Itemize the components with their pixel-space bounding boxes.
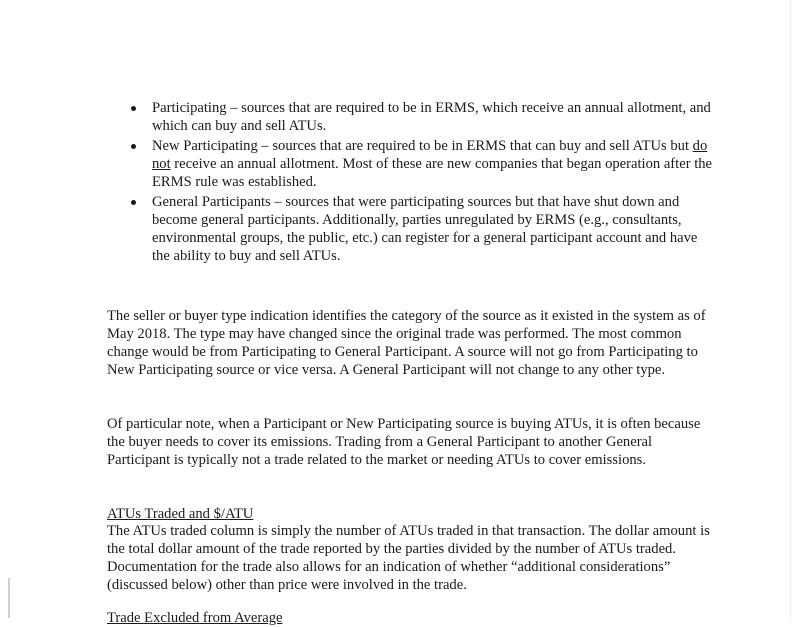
list-item-text: Participating – sources that are required to be in ERMS, which receive an annual allotment, and which can buy and sell ATUs. [152,100,711,134]
paragraph-particular-note: Of particular note, when a Participant or New Participating source is buying ATUs, it is often because the buyer needs to cover its emissions. Trading from a General Participant to another General Participant is typically not a trade related to the market or needing ATUs to cover emissions. [107,416,701,468]
list-item-text: General Participants – sources that were participating sources but that have shut down and become general participants. Additionally, parties unregulated by ERMS (e.g., consultants, environmental groups, the public, etc.) can register for a general participant account and have the ability to buy and sell ATUs. [152,194,698,264]
paragraph-atus-traded: The ATUs traded column is simply the number of ATUs traded in that transaction. The dollar amount is the total dollar amount of the trade reported by the parties divided by the number of ATUs traded. Documentation for the trade also allows for an indication of whether “additional considerations” (discussed below) other than price were involved in the trade. [107,523,710,593]
page-edge-shadow [790,0,791,618]
bullet-icon [131,200,136,205]
list-item-general-participants [128,193,718,265]
bullet-icon [131,106,136,111]
list-item-text-start: New Participating – sources that are required to be in ERMS that can buy and sell ATUs but [152,138,693,154]
page-edge-mark [8,578,10,618]
participant-type-list [128,99,718,267]
list-item-new-participating [128,137,718,191]
paragraph-type-indication: The seller or buyer type indication identifies the category of the source as it existed in the system as of May 2018. The type may have changed since the original trade was performed. The most common change would be from Participating to General Participant. A source will not go from Participating to New Participating source or vice versa. A General Participant will not change to any other type. [107,308,706,378]
underlined-emphasis: do not [152,138,708,172]
list-item-participating [128,99,718,135]
bullet-icon [131,144,136,149]
section-heading-atus-traded: ATUs Traded and $/ATU [107,506,254,522]
list-item-text-end: receive an annual allotment. Most of these are new companies that began operation after the ERMS rule was established. [152,156,713,190]
section-heading-cut-off: Trade Excluded from Average [107,610,283,626]
